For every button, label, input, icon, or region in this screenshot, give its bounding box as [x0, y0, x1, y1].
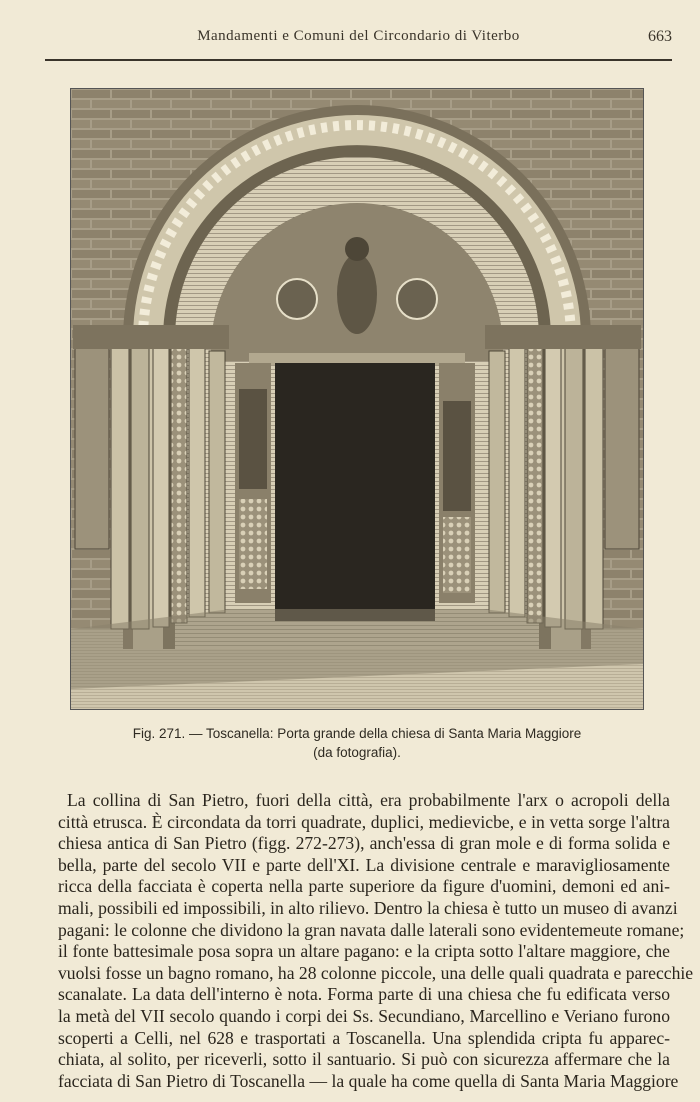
text-line: il fonte battesimale posa sopra un altare pagano: e la cripta sotto l'altare maggiore, che: [58, 941, 670, 962]
central-figure-relief: [337, 254, 377, 334]
text-line: bella, parte del secolo VII e parte dell'XI. La divisione centrale e maravigliosamente: [58, 854, 670, 875]
text-line: mali, possibili ed impossibili, in alto rilievo. Dentro la chiesa è tutto un museo di avanzi: [58, 897, 678, 918]
text-line: scanalate. La data dell'interno è nota. Forma parte di una chiesa che fu edificata verso: [58, 984, 670, 1005]
left-saint-relief: [239, 389, 267, 489]
engraving-figure: [70, 88, 644, 710]
portal-engraving: [71, 89, 643, 709]
header-rule: [45, 59, 672, 61]
right-jamb-ornament: [443, 517, 471, 593]
text-line: facciata di San Pietro di Toscanella — la quale ha come quella di Santa Maria Maggiore: [58, 1070, 679, 1091]
caption-line: Fig. 271. — Toscanella: Porta grande della chiesa di Santa Maria Maggiore: [132, 726, 582, 741]
relief-head: [345, 237, 369, 261]
left-capitals: [73, 325, 229, 349]
page-number: 663: [648, 28, 672, 45]
page-header: [45, 28, 672, 62]
caption-line: (da fotografia).: [313, 745, 401, 760]
running-head: Mandamenti e Comuni del Circondario di Viterbo: [197, 28, 520, 44]
text-line: chiata, al solito, per riceverli, sotto il santuario. Si può con sicurezza affermare che la: [58, 1049, 670, 1070]
doorway: [275, 363, 435, 621]
text-line: vuolsi fosse un bagno romano, ha 28 colonne piccole, una delle quali quadrata e parecchie: [58, 962, 694, 983]
left-medallion: [277, 279, 317, 319]
text-line: città etrusca. È circondata da torri quadrate, duplici, medievicbe, e in vetta sorge l'altra: [58, 811, 670, 832]
text-line: chiesa antica di San Pietro (figg. 272-273), anch'essa di gran mole e di forma solida e: [58, 833, 670, 854]
left-jamb-ornament: [239, 499, 267, 589]
text-line: La collina di San Pietro, fuori della città, era probabilmente l'arx o acropoli della: [67, 790, 670, 810]
text-line: la metà del VII secolo quando i corpi dei Ss. Secundiano, Marcellino e Veriano furono: [58, 1005, 670, 1026]
text-line: pagani: le colonne che dividono la gran navata dalle laterali sono evidentemeute romane;: [58, 919, 685, 940]
right-saint-relief: [443, 401, 471, 511]
body-paragraph: [58, 790, 694, 1092]
right-medallion: [397, 279, 437, 319]
figure-caption: [60, 724, 654, 762]
text-line: scoperti a Celli, nel 628 e trasportati a Toscanella. Una splendida cripta fu apparec-: [58, 1027, 670, 1048]
right-capitals: [485, 325, 641, 349]
text-line: ricca della facciata è coperta nella parte superiore da figure d'uomini, demoni ed ani-: [58, 876, 670, 897]
